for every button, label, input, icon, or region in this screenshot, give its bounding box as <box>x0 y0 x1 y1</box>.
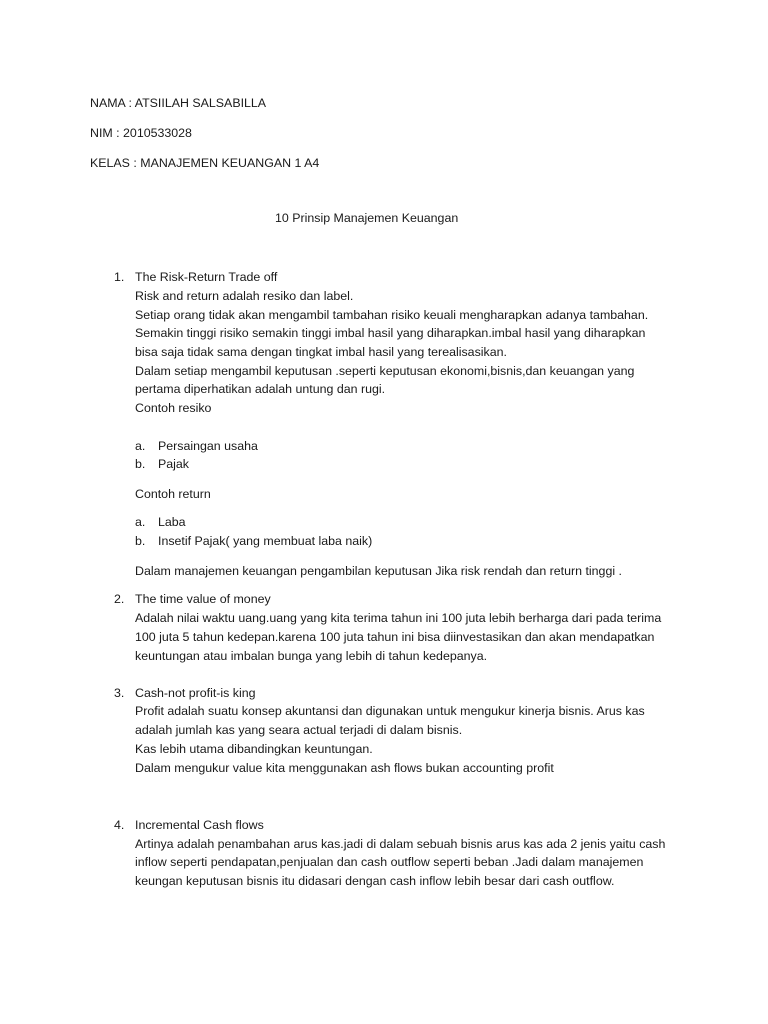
section-2-line: 100 juta 5 tahun kedepan.karena 100 juta tahun ini bisa diinvestasikan dan akan mendapatkan <box>135 630 655 644</box>
section-4-line: keungan keputusan bisnis itu didasari dengan cash inflow lebih besar dari cash outflow. <box>135 874 615 888</box>
risk-item-marker: b. <box>135 457 146 471</box>
section-3-line: adalah jumlah kas yang seara actual terjadi di dalam bisnis. <box>135 723 463 737</box>
return-item-marker: b. <box>135 534 146 548</box>
section-1-line: pertama diperhatikan adalah untung dan rugi. <box>135 382 386 396</box>
document-title: 10 Prinsip Manajemen Keuangan <box>275 211 459 225</box>
risk-item: Pajak <box>158 457 189 471</box>
section-1-closing: Dalam manajemen keuangan pengambilan keputusan Jika risk rendah dan return tinggi . <box>135 564 622 578</box>
section-2-line: Adalah nilai waktu uang.uang yang kita terima tahun ini 100 juta lebih berharga dari pada terima <box>135 611 662 625</box>
section-2-heading: The time value of money <box>135 592 271 606</box>
section-1-line: Semakin tinggi risiko semakin tinggi imbal hasil yang diharapkan.imbal hasil yang diharapkan <box>135 326 646 340</box>
section-2-number: 2. <box>114 592 125 606</box>
section-4-line: inflow seperti pendapatan,penjualan dan cash outflow seperti beban .Jadi dalam manajemen <box>135 855 644 869</box>
section-1-line: Risk and return adalah resiko dan label. <box>135 289 354 303</box>
section-1-number: 1. <box>114 270 125 284</box>
return-item: Insetif Pajak( yang membuat laba naik) <box>158 534 373 548</box>
risk-item-marker: a. <box>135 439 146 453</box>
risk-item: Persaingan usaha <box>158 439 258 453</box>
section-3-line: Dalam mengukur value kita menggunakan ash flows bukan accounting profit <box>135 761 554 775</box>
section-4-number: 4. <box>114 818 125 832</box>
student-name: NAMA : ATSIILAH SALSABILLA <box>90 96 267 110</box>
return-label: Contoh return <box>135 487 211 501</box>
student-nim: NIM : 2010533028 <box>90 126 192 140</box>
section-3-number: 3. <box>114 686 125 700</box>
section-2-line: keuntungan atau imbalan bunga yang lebih di tahun kedepanya. <box>135 649 488 663</box>
section-3-line: Profit adalah suatu konsep akuntansi dan digunakan untuk mengukur kinerja bisnis. Arus kas <box>135 704 645 718</box>
section-1-heading: The Risk-Return Trade off <box>135 270 278 284</box>
section-1-line: bisa saja tidak sama dengan tingkat imbal hasil yang terealisasikan. <box>135 345 507 359</box>
student-class: KELAS : MANAJEMEN KEUANGAN 1 A4 <box>90 156 320 170</box>
section-3-heading: Cash-not profit-is king <box>135 686 256 700</box>
return-item-marker: a. <box>135 515 146 529</box>
section-4-line: Artinya adalah penambahan arus kas.jadi di dalam sebuah bisnis arus kas ada 2 jenis yaitu cash <box>135 837 666 851</box>
section-4-heading: Incremental Cash flows <box>135 818 264 832</box>
section-3-line: Kas lebih utama dibandingkan keuntungan. <box>135 742 373 756</box>
section-1-line: Dalam setiap mengambil keputusan .seperti keputusan ekonomi,bisnis,dan keuangan yang <box>135 364 635 378</box>
section-1-line: Setiap orang tidak akan mengambil tambahan risiko keuali mengharapkan adanya tambahan. <box>135 308 649 322</box>
return-item: Laba <box>158 515 186 529</box>
section-1-line: Contoh resiko <box>135 401 212 415</box>
